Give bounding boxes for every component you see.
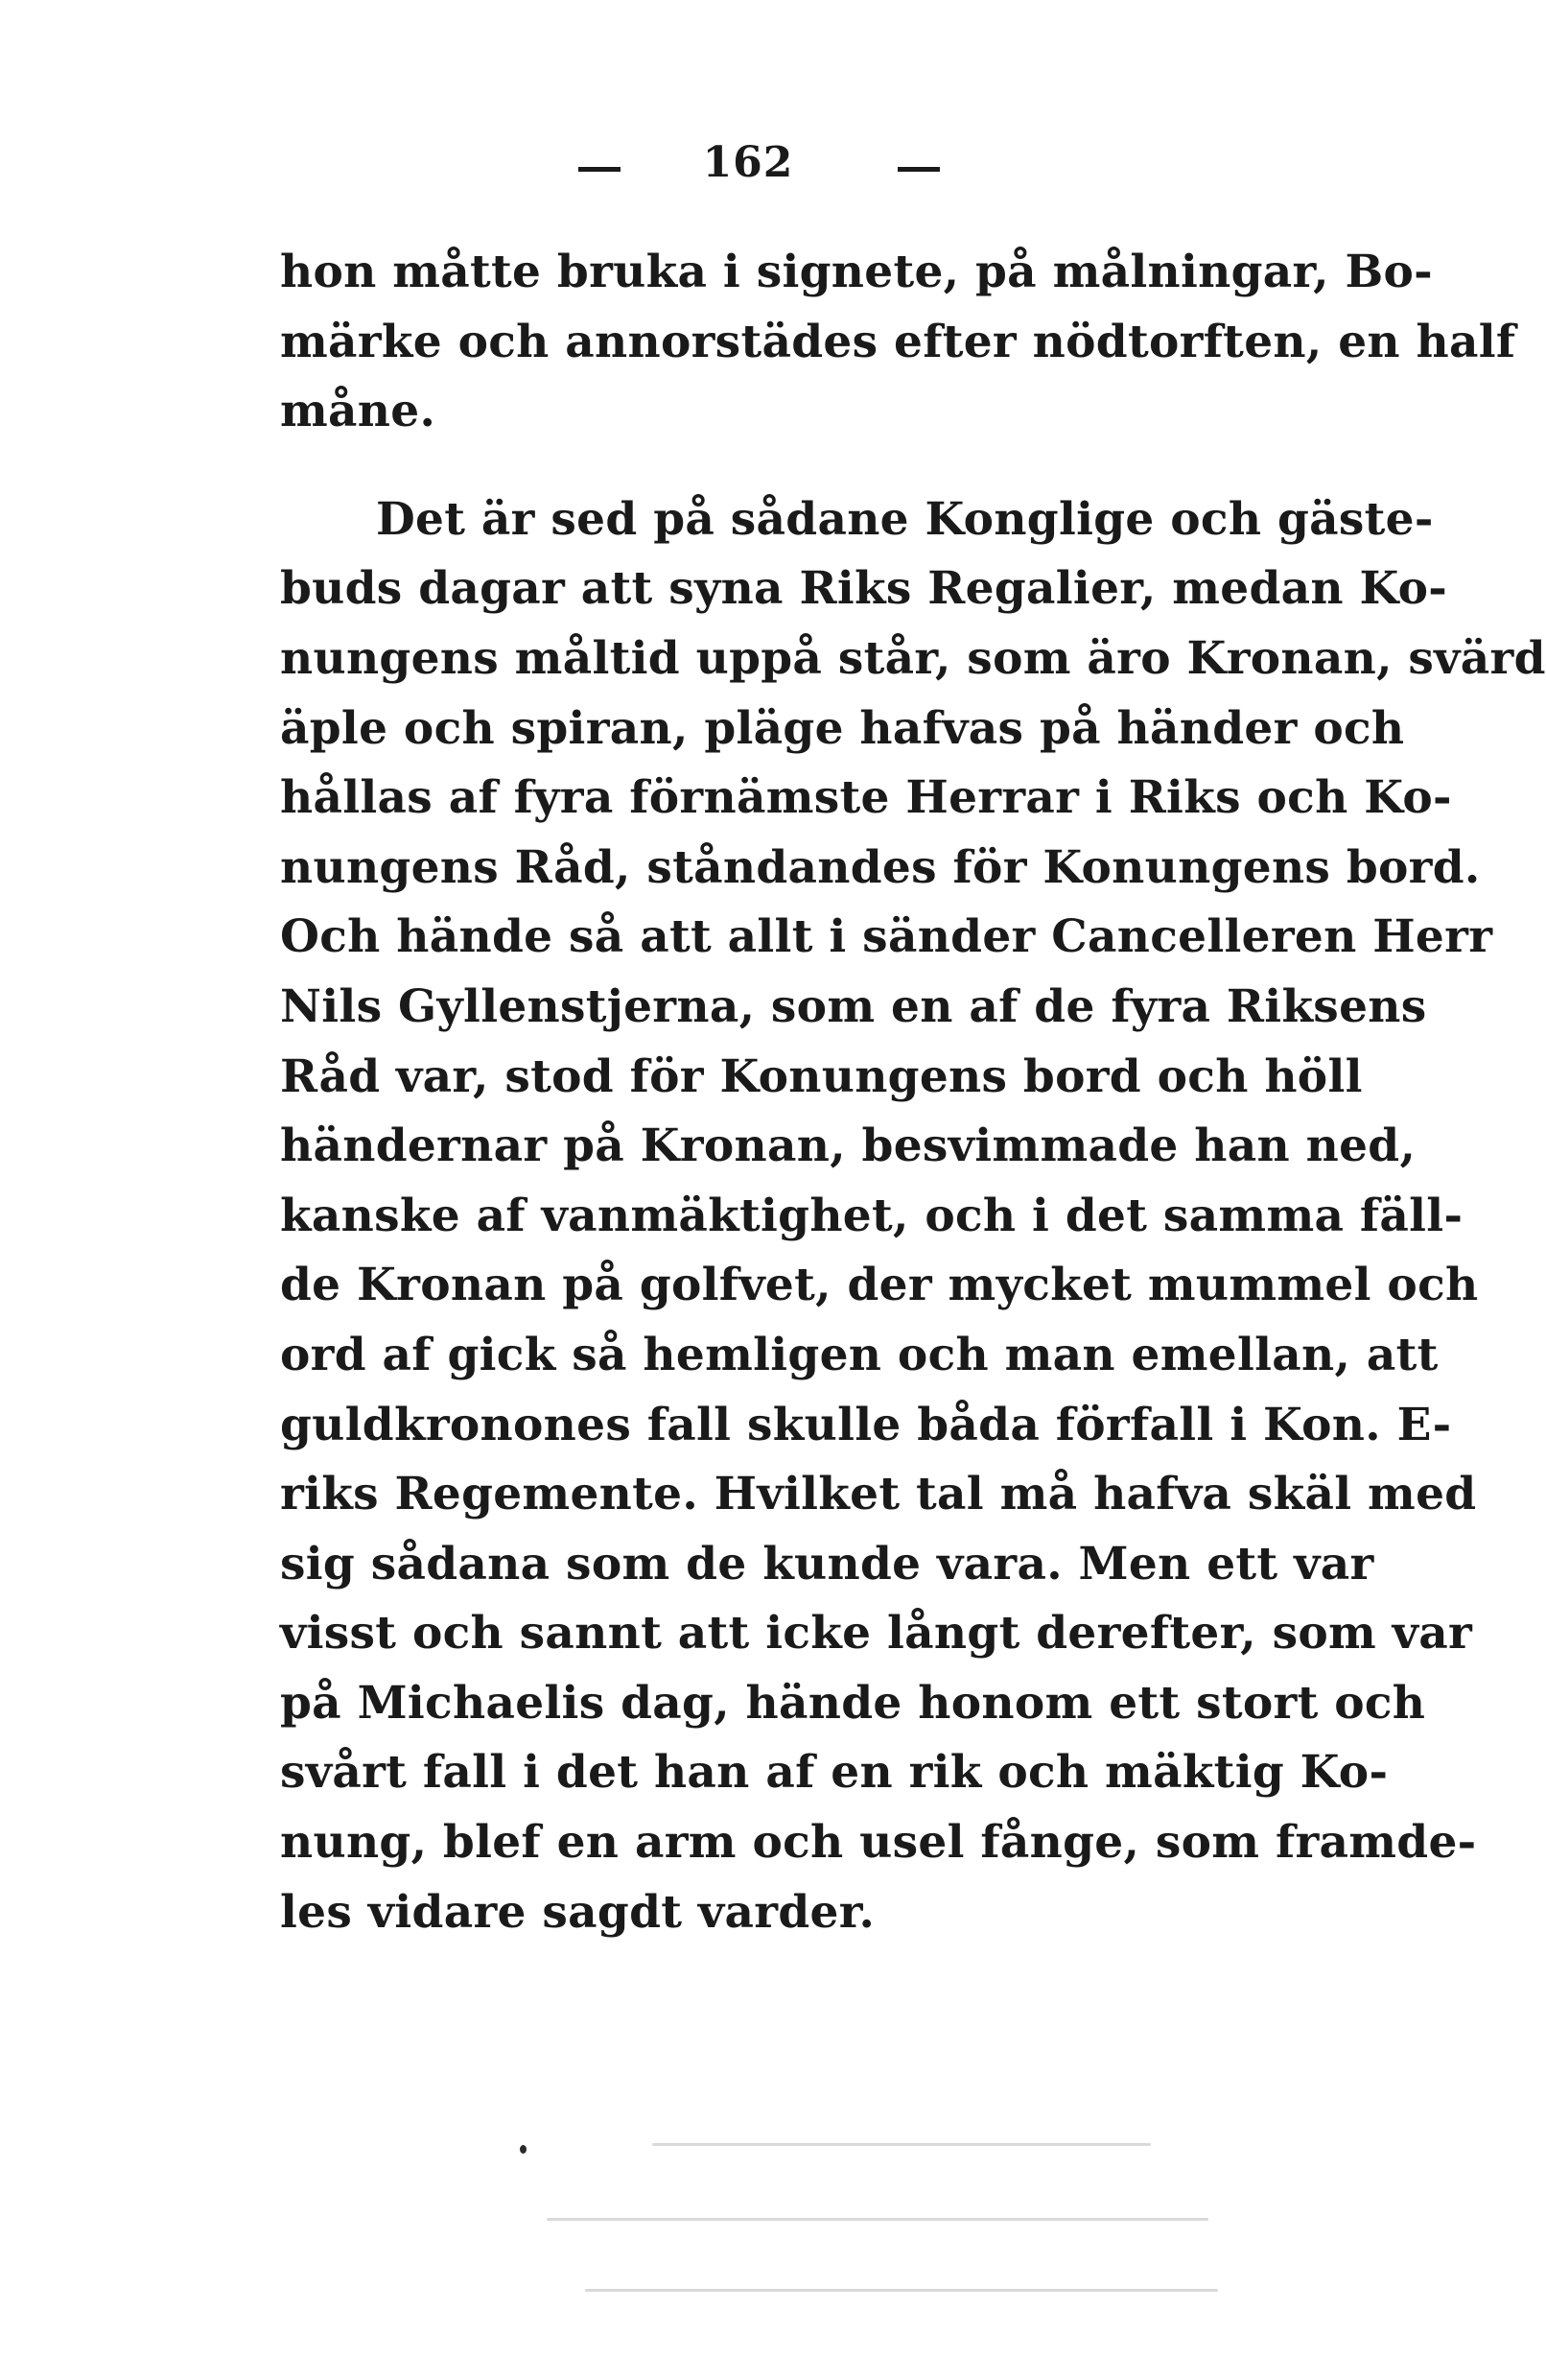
show-through-residue bbox=[412, 2101, 1256, 2312]
body-text bbox=[280, 238, 1546, 1947]
text-line: nungens Råd, ståndandes för Konungens bord. bbox=[280, 840, 1481, 894]
text-line: buds dagar att syna Riks Regalier, medan Ko- bbox=[280, 562, 1448, 616]
text-line: svårt fall i det han af en rik och mäktig Ko- bbox=[280, 1746, 1389, 1800]
text-line: Och hände så att allt i sänder Cancelleren Herr bbox=[280, 910, 1493, 964]
faint-mark bbox=[585, 2289, 1218, 2292]
page-header bbox=[0, 132, 1343, 190]
text-line: äple och spiran, pläge hafvas på händer och bbox=[280, 701, 1405, 755]
paragraph-gap bbox=[280, 447, 1274, 485]
header-dash-right bbox=[898, 167, 940, 172]
text-line: les vidare sagdt varder. bbox=[280, 1885, 876, 1939]
text-line: måne. bbox=[280, 385, 436, 438]
faint-mark bbox=[547, 2218, 1208, 2221]
text-line: nungens måltid uppå står, som äro Kronan, svärd bbox=[280, 631, 1546, 685]
text-line: kanske af vanmäktighet, och i det samma fäll- bbox=[280, 1189, 1464, 1242]
text-line: hållas af fyra förnämste Herrar i Riks och Ko- bbox=[280, 771, 1452, 825]
text-line: guldkronones fall skulle båda förfall i Kon. E- bbox=[280, 1398, 1452, 1451]
text-line: Det är sed på sådane Konglige och gäste- bbox=[376, 492, 1434, 546]
text-line: sig sådana som de kunde vara. Men ett var bbox=[280, 1537, 1374, 1591]
text-line: märke och annorstädes efter nödtorften, en half bbox=[280, 315, 1516, 368]
text-line: riks Regemente. Hvilket tal må hafva skäl med bbox=[280, 1468, 1477, 1521]
text-line: Råd var, stod för Konungens bord och höll bbox=[280, 1049, 1363, 1103]
text-line: händernar på Kronan, besvimmade han ned, bbox=[280, 1119, 1417, 1173]
text-line: ord af gick så hemligen och man emellan, att bbox=[280, 1328, 1439, 1381]
page-number: 162 bbox=[702, 138, 794, 187]
text-line: hon måtte bruka i signete, på målningar, Bo- bbox=[280, 246, 1433, 298]
text-line: Nils Gyllenstjerna, som en af de fyra Riksens bbox=[280, 979, 1427, 1033]
faint-mark bbox=[652, 2143, 1151, 2146]
text-line: de Kronan på golfvet, der mycket mummel och bbox=[280, 1259, 1479, 1312]
text-line: visst och sannt att icke långt derefter, som var bbox=[280, 1607, 1473, 1661]
text-line: på Michaelis dag, hände honom ett stort och bbox=[280, 1676, 1426, 1730]
ink-speck bbox=[520, 2145, 527, 2154]
text-line: nung, blef en arm och usel fånge, som framde- bbox=[280, 1816, 1477, 1870]
header-dash-left bbox=[578, 167, 621, 172]
